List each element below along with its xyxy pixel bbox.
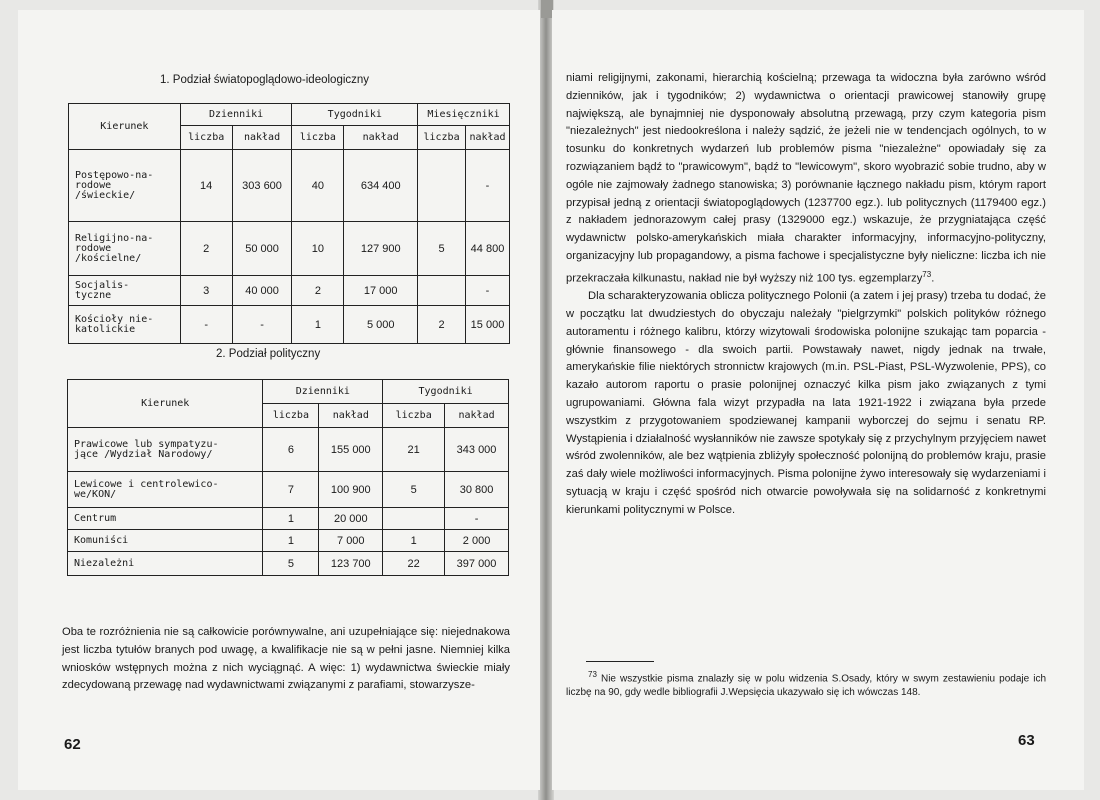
table-row <box>68 508 509 530</box>
table2-caption: 2. Podział polityczny <box>216 348 321 360</box>
table1-body <box>69 150 510 344</box>
row-label: Kościoły nie- katolickie <box>69 306 181 344</box>
table-cell: 50 000 <box>232 222 292 276</box>
table-worldview <box>68 103 510 344</box>
table-cell: 44 800 <box>466 222 510 276</box>
table-row <box>68 530 509 552</box>
table-row <box>68 472 509 508</box>
right-page <box>552 10 1084 790</box>
table2-subheader: liczba <box>383 404 445 428</box>
table-cell: 2 <box>418 306 466 344</box>
table1-subheader: nakład <box>466 126 510 150</box>
table1-subheader: nakład <box>344 126 418 150</box>
table-cell: 3 <box>180 276 232 306</box>
table-cell: 127 900 <box>344 222 418 276</box>
table-row <box>68 552 509 576</box>
left-body-paragraph: Oba te rozróżnienia nie są całkowicie porównywalne, ani uzupełniające się: niejednakowa jest liczba tytułów branych pod uwagę, a kwalifikacje nie są w pełni jasne. Niemniej kilka wniosków wstępnych można z nich wyciągnąć. A więc: 1) wydawnictwa świeckie miały zdecydowaną przewagę nad wydawnictwami związanymi z parafiami, stowarzysze- <box>62 626 510 692</box>
table-row <box>68 428 509 472</box>
table1-group-header: Tygodniki <box>292 104 418 126</box>
table-cell: - <box>180 306 232 344</box>
table-cell: 155 000 <box>319 428 383 472</box>
table2-subheader: nakład <box>445 404 509 428</box>
table-cell: 5 <box>418 222 466 276</box>
paragraph-1-end: . <box>931 272 935 285</box>
footnote-separator <box>586 661 654 662</box>
table-cell: 634 400 <box>344 150 418 222</box>
table1-header-kierunek: Kierunek <box>69 104 181 150</box>
table-cell <box>383 508 445 530</box>
table-cell: 1 <box>292 306 344 344</box>
table-cell: 100 900 <box>319 472 383 508</box>
table2-header-kierunek: Kierunek <box>68 380 263 428</box>
right-body-text <box>566 70 1046 520</box>
table1-subheader: liczba <box>418 126 466 150</box>
table2-group-header: Dzienniki <box>263 380 383 404</box>
table-cell <box>418 150 466 222</box>
table2-group-header: Tygodniki <box>383 380 509 404</box>
table1-subheader: nakład <box>232 126 292 150</box>
table-cell: 40 000 <box>232 276 292 306</box>
table-cell: 5 <box>383 472 445 508</box>
table-cell: 30 800 <box>445 472 509 508</box>
right-paragraph-1 <box>566 70 1046 288</box>
right-paragraph-2: Dla scharakteryzowania oblicza politycznego Polonii (a zatem i jej prasy) trzeba tu dodać, że w początku lat dwudziestych do obyczaju należały "pielgrzymki" polskich polityków różnego autoramentu i różnego kalibru, którzy wizytowali środowiska polonijne szukając tam poparcia - głównie finansowego - dla swoich partii. Powstawały nawet, nigdy jednak na trwałe, amerykańskie filie niektórych stronnictw krajowych (m.in. PSL-Piast, PSL-Wyzwolenie, PPS), co kazało autorom raportu o prasie polonijnej oznaczyć kilka pism jako związanych z tymi ugrupowaniami. Główna fala wizyt przypadła na lata 1921-1922 i związana była przede wszystkim z przygotowaniem spodziewanej kampanii wyborczej do sejmu i senatu RP. Wystąpienia i działalność wysłanników nie zawsze spotykały się z przychylnym przyjęciem nawet wśród zwolenników, ale bez wątpienia zbliżyły społeczność polonijną do problemów kraju, prasie zaś dały wiele możliwości informacyjnych. Pisma polonijne żywo interesowały się wydarzeniami i sytuacją w kraju i część spośród nich otwarcie powoływała się na solidarność z konkretnymi kierunkami politycznymi w Polsce. <box>566 290 1046 516</box>
row-label: Niezależni <box>68 552 263 576</box>
row-label: Komuniści <box>68 530 263 552</box>
table1-group-header: Dzienniki <box>180 104 292 126</box>
footnote-reference: 73 <box>922 269 932 279</box>
table-cell: 1 <box>383 530 445 552</box>
table-cell: - <box>466 150 510 222</box>
row-label: Centrum <box>68 508 263 530</box>
table-cell: 10 <box>292 222 344 276</box>
table-cell: 123 700 <box>319 552 383 576</box>
page-number-left: 62 <box>64 736 81 753</box>
table-cell: 397 000 <box>445 552 509 576</box>
table-row <box>69 150 510 222</box>
page-number-right: 63 <box>1018 732 1035 749</box>
table-cell: 7 <box>263 472 319 508</box>
table2-body <box>68 428 509 576</box>
table-cell: 2 <box>292 276 344 306</box>
table2-subheader: nakład <box>319 404 383 428</box>
row-label: Socjalis- tyczne <box>69 276 181 306</box>
table-cell: 2 <box>180 222 232 276</box>
table-cell: 5 000 <box>344 306 418 344</box>
row-label: Religijno-na- rodowe /kościelne/ <box>69 222 181 276</box>
left-page <box>18 10 540 790</box>
row-label: Postępowo-na- rodowe /świeckie/ <box>69 150 181 222</box>
table-cell: 20 000 <box>319 508 383 530</box>
table-cell: 6 <box>263 428 319 472</box>
table-political <box>67 379 509 576</box>
table-row <box>69 306 510 344</box>
table-cell: 40 <box>292 150 344 222</box>
row-label: Prawicowe lub sympatyzu- jące /Wydział Narodowy/ <box>68 428 263 472</box>
table-cell: 343 000 <box>445 428 509 472</box>
table-cell: - <box>232 306 292 344</box>
row-label: Lewicowe i centrolewico- we/KON/ <box>68 472 263 508</box>
table-cell <box>418 276 466 306</box>
table1-subheader: liczba <box>180 126 232 150</box>
table-cell: 17 000 <box>344 276 418 306</box>
footnote <box>566 668 1046 699</box>
table1-caption: 1. Podział światopoglądowo-ideologiczny <box>160 74 370 86</box>
table1-subheader: liczba <box>292 126 344 150</box>
table-cell: 1 <box>263 508 319 530</box>
table-cell: 22 <box>383 552 445 576</box>
table-cell: 5 <box>263 552 319 576</box>
table-cell: 21 <box>383 428 445 472</box>
table-cell: 15 000 <box>466 306 510 344</box>
table-cell: 303 600 <box>232 150 292 222</box>
footnote-text: Nie wszystkie pisma znalazły się w polu widzenia S.Osady, który w swym zestawieniu podaje ich liczbę na 90, gdy wedle bibliografii J.Wepsięcia ukazywało się ich wówczas 148. <box>566 673 1047 698</box>
paragraph-1-text: niami religijnymi, zakonami, hierarchią kościelną; przewaga ta widoczna była zarówno wśród dzienników, jak i tygodników; 2) wydawnictwa o orientacji prawicowej stanowiły grupę największą, ale bynajmniej nie dysponowały absolutną przewagą, przy czym kategoria pism "niezależnych" jest niedookreślona i należy sądzić, że jeżeli nie w tendencjach ogólnych, to w tosunku do konkretnych wydarzeń lub problemów pisma "niezależne" opowiadały się za rozwiązaniem bądź to "prawicowym", bądź to "lewicowym", skoro wyobrazić sobie trudno, aby w ogóle nie zajmowały żadnego stanowiska; 3) porównanie łącznego nakładu pism, którym raport przypisał jedną z orientacji światopoglądowych (1237700 egz.). lub politycznych (1179400 egz.) z nakładem jednorazowym całej prasy (1329000 egz.) wskazuje, że przygniatająca część wydawnictw polsko-amerykańskich miała charakter informacyjny, informacyjno-polityczny, organizacyjny lub propagandowy, a pisma fachowe i specjalistyczne były nieliczne: liczba ich nie przekraczała kilkunastu, nakład nie był wyższy niż 100 tys. egzemplarzy <box>566 72 1046 285</box>
table-cell: - <box>466 276 510 306</box>
table-cell: 7 000 <box>319 530 383 552</box>
table2-subheader: liczba <box>263 404 319 428</box>
table-cell: 2 000 <box>445 530 509 552</box>
table-row <box>69 222 510 276</box>
table-row <box>69 276 510 306</box>
table-cell: 1 <box>263 530 319 552</box>
table-cell: - <box>445 508 509 530</box>
table1-group-header: Miesięczniki <box>418 104 510 126</box>
footnote-number: 73 <box>588 670 597 679</box>
table-cell: 14 <box>180 150 232 222</box>
